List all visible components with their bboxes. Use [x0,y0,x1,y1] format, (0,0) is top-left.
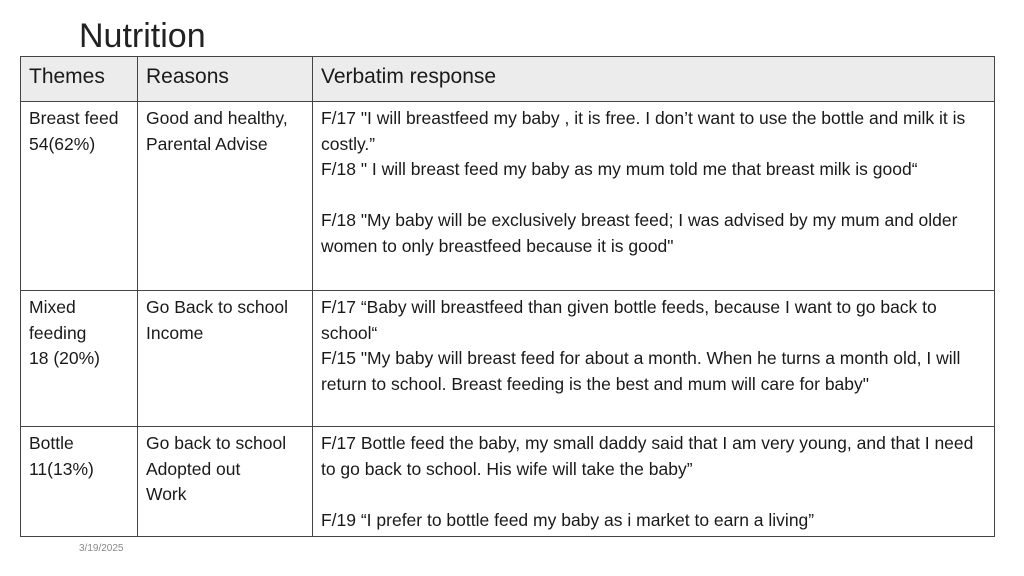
verbatim-quote: F/18 "My baby will be exclusively breast feed; I was advised by my mum and older women to only breastfeed because it is good" [320,210,958,256]
reasons-cell [138,427,313,537]
verbatim-quote: F/17 Bottle feed the baby, my small daddy said that I am very young, and that I need to go back to school. His wife will take the baby” [320,433,974,479]
theme-cell [21,427,138,537]
theme-cell [21,102,138,291]
table-row [21,427,995,537]
reason-item: Good and healthy, [146,108,288,128]
themes-table [20,56,995,537]
reason-item: Go back to school [146,433,287,453]
reasons-cell [138,291,313,427]
slide-date: 3/19/2025 [79,543,124,554]
response-cell [312,102,994,291]
reason-item: Work [146,484,187,505]
verbatim-quote: F/17 "I will breastfeed my baby , it is free. I don’t want to use the bottle and milk it is costly.” [320,108,966,154]
spacer [321,183,986,209]
reason-item: Income [146,322,204,343]
table-row [21,102,995,291]
theme-cell [21,291,138,427]
spacer [321,482,986,508]
verbatim-quote: F/19 “I prefer to bottle feed my baby as i market to earn a living” [320,509,815,530]
theme-count: 11(13%) [29,458,94,479]
response-cell [312,291,994,427]
reason-item: Go Back to school [146,297,289,317]
table-row [21,291,995,427]
reason-item: Parental Advise [146,133,268,154]
reasons-cell [138,102,313,291]
theme-label: Mixed [29,297,76,317]
theme-label: Breast feed [29,108,119,128]
header-reasons: Reasons [138,57,313,102]
header-verbatim-response: Verbatim response [312,57,994,102]
verbatim-quote: F/18 " I will breast feed my baby as my mum told me that breast milk is good“ [320,159,918,180]
theme-count: 18 (20%) [29,348,101,369]
verbatim-quote: F/15 "My baby will breast feed for about a month. When he turns a month old, I will return to school. Breast feeding is the best and mum will care for baby" [320,348,961,394]
theme-count: 54(62%) [29,133,96,154]
verbatim-quote: F/17 “Baby will breastfeed than given bottle feeds, because I want to go back to school“ [320,297,937,343]
table-header-row [21,57,995,102]
reason-item: Adopted out [146,458,241,479]
page-title: Nutrition [79,17,206,55]
theme-label: feeding [29,322,87,343]
header-themes: Themes [21,57,138,102]
response-cell [312,427,994,537]
theme-label: Bottle [29,433,74,453]
